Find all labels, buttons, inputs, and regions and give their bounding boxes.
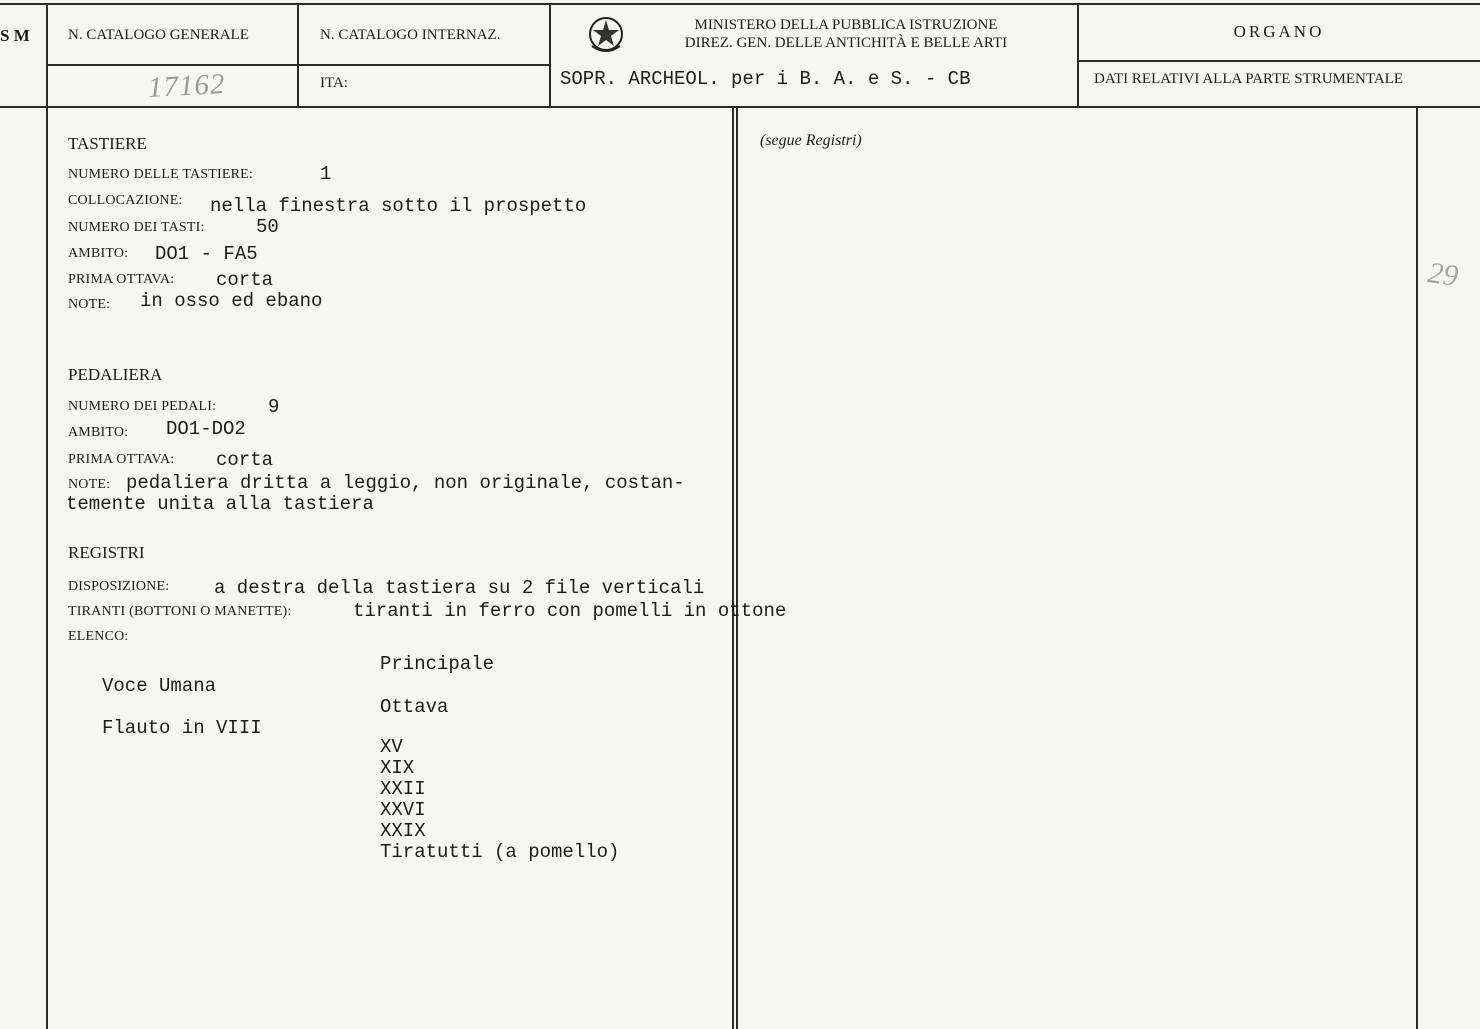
ambito-tastiere-value: DO1 - FA5 — [155, 243, 258, 265]
numero-tasti-value: 50 — [256, 216, 279, 238]
ministry-heading — [636, 16, 1056, 52]
prima-ottava-tastiere-value: corta — [216, 269, 274, 291]
catalogo-internaz-ita: ITA: — [320, 75, 348, 91]
segue-registri-note: (segue Registri) — [760, 132, 862, 149]
prima-ottava-pedali-label: PRIMA OTTAVA: — [68, 452, 175, 467]
catalogo-generale-value: 17162 — [147, 67, 227, 105]
note-pedali-label: NOTE: — [68, 477, 111, 492]
numero-tastiere-label: NUMERO DELLE TASTIERE: — [68, 167, 254, 182]
register-xv: XV — [380, 736, 403, 758]
organo-title: ORGANO — [1233, 22, 1325, 41]
header-mid-rule-center — [298, 64, 550, 66]
ambito-pedali-value: DO1-DO2 — [166, 418, 246, 440]
note-pedali-line-2: temente unita alla tastiera — [66, 493, 374, 515]
ministry-line-2: DIREZ. GEN. DELLE ANTICHITÀ E BELLE ARTI — [684, 35, 1008, 51]
header-divider-3 — [1077, 3, 1079, 107]
register-flauto-viii: Flauto in VIII — [102, 717, 262, 739]
disposizione-value: a destra della tastiera su 2 file verticali — [214, 577, 705, 599]
pedaliera-title: PEDALIERA — [68, 365, 163, 384]
disposizione-label: DISPOSIZIONE: — [68, 579, 170, 594]
soprintendenza-value: SOPR. ARCHEOL. per i B. A. e S. - CB — [560, 68, 971, 90]
register-voce-umana: Voce Umana — [102, 675, 217, 697]
register-list — [380, 737, 619, 863]
note-tastiere-value: in osso ed ebano — [140, 290, 323, 312]
numero-pedali-value: 9 — [268, 396, 280, 418]
catalogo-internaz-label: N. CATALOGO INTERNAZ. — [320, 27, 501, 43]
header-mid-rule-right — [1078, 60, 1480, 62]
header-divider-2 — [549, 3, 551, 107]
tiranti-label: TIRANTI (BOTTONI O MANETTE): — [68, 604, 292, 619]
header-mid-rule-left — [46, 64, 298, 66]
register-tiratutti: Tiratutti (a pomello) — [380, 841, 620, 863]
left-margin-rule — [46, 3, 48, 1029]
note-pedali-line-1: pedaliera dritta a leggio, non originale, costan- — [126, 472, 685, 494]
register-xxii: XXII — [380, 778, 426, 800]
registri-title: REGISTRI — [68, 543, 145, 562]
elenco-label: ELENCO: — [68, 629, 129, 644]
register-xxvi: XXVI — [380, 799, 426, 821]
header-top-rule — [0, 3, 1480, 5]
prima-ottava-tastiere-label: PRIMA OTTAVA: — [68, 272, 175, 287]
register-ottava: Ottava — [380, 696, 449, 718]
catalogo-generale-label: N. CATALOGO GENERALE — [68, 27, 249, 43]
numero-pedali-label: NUMERO DEI PEDALI: — [68, 399, 217, 414]
tastiere-title: TASTIERE — [68, 134, 147, 153]
collocazione-label: COLLOCAZIONE: — [68, 193, 183, 208]
margin-handwritten-number: 29 — [1425, 256, 1461, 293]
tiranti-value: tiranti in ferro con pomelli in ottone — [353, 600, 787, 622]
form-code: S M — [0, 26, 30, 45]
ambito-tastiere-label: AMBITO: — [68, 246, 129, 261]
header-divider-1 — [297, 3, 299, 107]
register-xix: XIX — [380, 757, 415, 779]
show-through-text — [740, 158, 749, 178]
column-divider-left — [732, 107, 734, 1029]
right-margin-rule — [1416, 107, 1418, 1029]
numero-tastiere-value: 1 — [320, 163, 332, 185]
numero-tasti-label: NUMERO DEI TASTI: — [68, 220, 205, 235]
header-bottom-rule — [0, 106, 1480, 108]
prima-ottava-pedali-value: corta — [216, 449, 274, 471]
organo-subtitle: DATI RELATIVI ALLA PARTE STRUMENTALE — [1094, 71, 1404, 87]
note-tastiere-label: NOTE: — [68, 297, 111, 312]
register-principale: Principale — [380, 653, 495, 675]
collocazione-value: nella finestra sotto il prospetto — [210, 195, 587, 217]
ambito-pedali-label: AMBITO: — [68, 425, 129, 440]
ministry-line-1: MINISTERO DELLA PUBBLICA ISTRUZIONE — [694, 17, 998, 33]
column-divider-right — [736, 107, 738, 1029]
register-xxix: XXIX — [380, 820, 426, 842]
state-emblem-icon — [586, 12, 626, 56]
